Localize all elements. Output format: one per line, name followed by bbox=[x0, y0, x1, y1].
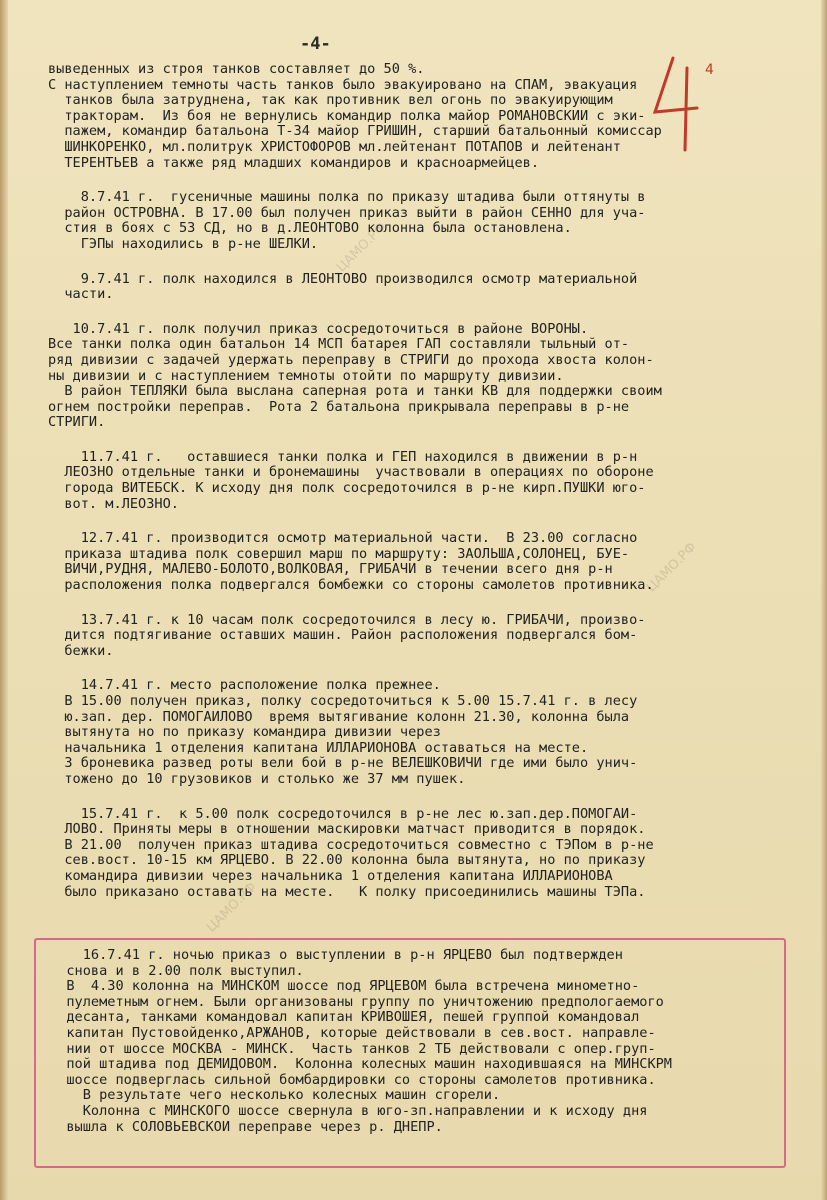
text-line: ю.зап. дер. ПОМОГАЙЛОВО время вытягивание колонн 21.30, колонна была bbox=[48, 709, 630, 725]
text-line: дится подтягивание оставших машин. Район расположения подвергался бом- bbox=[48, 628, 638, 644]
text-line: бежки. bbox=[48, 643, 114, 659]
text-line: ЛОВО. Приняты меры в отношении маскировки матчаст приводится в порядок. bbox=[48, 822, 646, 838]
text-line: ВИЧИ,РУДНЯ, МАЛЕВО-БОЛОТО,ВОЛКОВАЯ, ГРИБАЧИ в течении всего дня р-н bbox=[48, 562, 613, 578]
paragraph bbox=[48, 272, 788, 303]
text-line: шоссе подверглась сильной бомбардировки со стороны самолетов противника. bbox=[50, 1072, 656, 1088]
text-line: огнем постройки переправ. Рота 2 батальона прикрывала переправы в р-не bbox=[48, 399, 630, 415]
text-line: район ОСТРОВНА. В 17.00 был получен приказ выйти в район СЕННО для уча- bbox=[48, 205, 646, 221]
highlighted-entry-box bbox=[34, 938, 786, 1168]
page-edge-right bbox=[821, 0, 827, 1200]
paragraph bbox=[48, 62, 788, 171]
text-line: В результате чего несколько колесных машин сгорели. bbox=[50, 1088, 501, 1104]
text-line: 11.7.41 г. оставшиеся танки полка и ГЕП находился в движении в р-н bbox=[48, 449, 638, 465]
text-line: снова и в 2.00 полк выступил. bbox=[50, 963, 304, 979]
text-line: тожено до 10 грузовиков и столько же 37 мм пушек. bbox=[48, 771, 466, 787]
text-line: ГЭПы находились в р-не ШЕЛКИ. bbox=[48, 236, 319, 252]
text-line: пой штадива под ДЕМИДОВОМ. Колонна колесных машин находившаяся на МИНСКРМ bbox=[50, 1057, 672, 1073]
text-line: было приказано оставать на месте. К полку присоединились машины ТЭПа. bbox=[48, 884, 646, 900]
text-line: В 4.30 колонна на МИНСКОМ шоссе под ЯРЦЕВОМ была встречена минометно- bbox=[50, 979, 640, 995]
svg-text:4: 4 bbox=[705, 62, 714, 78]
text-line: 12.7.41 г. производится осмотр материальной части. В 23.00 согласно bbox=[48, 531, 638, 547]
text-line: ны дивизии и с наступлением темноты отойти по маршруту дивизии. bbox=[48, 368, 564, 384]
paragraph bbox=[48, 531, 788, 593]
paragraph bbox=[48, 807, 788, 901]
watermark: ЦАМО.РФ bbox=[644, 539, 700, 596]
text-line: ТЕРЕНТЬЕВ а также ряд младших командиров и красноармейцев. bbox=[48, 155, 540, 171]
text-line: В район ТЕПЛЯКИ была выслана саперная рота и танки КВ для поддержки своим bbox=[48, 384, 662, 400]
text-line: вот. м.ЛЕОЗНО. bbox=[48, 496, 179, 512]
text-line: сев.вост. 10-15 км ЯРЦЕВО. В 22.00 колонна была вытянута, но по приказу bbox=[48, 853, 646, 869]
text-line: 13.7.41 г. к 10 часам полк сосредоточился в лесу ю. ГРИБАЧИ, произво- bbox=[48, 612, 646, 628]
text-line: 10.7.41 г. полк получил приказ сосредоточиться в районе ВОРОНЫ. bbox=[48, 321, 589, 337]
text-line: нии от шоссе МОСКВА - МИНСК. Часть танков 2 ТБ действовали с опер.груп- bbox=[50, 1041, 656, 1057]
text-line: 8.7.41 г. гусеничные машины полка по приказу штадива были оттянуты в bbox=[48, 190, 646, 206]
text-line: 14.7.41 г. место расположение полка прежнее. bbox=[48, 678, 441, 694]
text-line: Колонна с МИНСКОГО шоссе свернула в юго-зп.направлении и к исходу дня bbox=[50, 1103, 648, 1119]
page-edge-left bbox=[0, 0, 8, 1200]
text-line: ряд дивизии с задачей удержать переправу в СТРИГИ до прохода хвоста колон- bbox=[48, 352, 654, 368]
text-line: ЛЕОЗНО отдельные танки и бронемашины участвовали в операциях по обороне bbox=[48, 465, 654, 481]
text-line: вытянута но по приказу командира дивизии через bbox=[48, 725, 441, 741]
paragraph bbox=[48, 613, 788, 660]
text-line: начальника 1 отделения капитана ИЛЛАРИОНОВА оставаться на месте. bbox=[48, 740, 589, 756]
text-line: 15.7.41 г. к 5.00 полк сосредоточился в р-не лес ю.зап.дер.ПОМОГАЙ- bbox=[48, 806, 638, 822]
text-line: 3 броневика развед роты вели бой в р-не ВЕЛЕШКОВИЧИ где ими было унич- bbox=[48, 756, 638, 772]
paragraph bbox=[48, 322, 788, 431]
text-line: В 15.00 получен приказ, полку сосредоточиться к 5.00 15.7.41 г. в лесу bbox=[48, 694, 638, 709]
text-line: десанта, танками командовал капитан КРИВОШЕЯ, пешей группой командовал bbox=[50, 1010, 640, 1026]
text-line: города ВИТЕБСК. К исходу дня полк сосредоточился в р-не кирп.ПУШКИ юго- bbox=[48, 481, 646, 497]
text-line: капитан Пустовойденко,АРЖАНОВ, которые действовали в сев.вост. направле- bbox=[50, 1025, 656, 1041]
watermark: ЦАМО.РФ bbox=[204, 879, 260, 936]
document-body bbox=[48, 62, 788, 919]
text-line: СТРИГИ. bbox=[48, 415, 106, 431]
text-line: приказа штадива полк совершил марш по маршруту: ЗАОЛЬША,СОЛОНЕЦ, БУЕ- bbox=[48, 546, 630, 562]
page-number: -4- bbox=[300, 34, 331, 54]
paragraph bbox=[48, 450, 788, 512]
text-line: пажем, командир батальона Т-34 майор ГРИШИН, старший батальонный комиссар bbox=[48, 124, 662, 140]
text-line: Все танки полка один батальон 14 МСП батарея ГАП составляли тыльный от- bbox=[48, 337, 630, 353]
paragraph bbox=[48, 678, 788, 787]
text-line: ШИНКОРЕНКО, мл.политрук ХРИСТОФОРОВ мл.лейтенант ПОТАПОВ и лейтенант bbox=[48, 139, 621, 155]
text-line: выведенных из строя танков составляет до 50 %. bbox=[48, 62, 425, 77]
text-line: 9.7.41 г. полк находился в ЛЕОНТОВО производился осмотр материальной bbox=[48, 271, 638, 287]
text-line: танков была затруднена, так как противник вел огонь по эвакуирующим bbox=[48, 93, 613, 109]
paragraph bbox=[48, 190, 788, 252]
text-line: В 21.00 получен приказ штадива сосредоточиться совместно с ТЭПом в р-не bbox=[48, 837, 654, 853]
text-line: вышла к СОЛОВЬЕВСКОЙ переправе через р. ДНЕПР. bbox=[50, 1119, 443, 1135]
highlighted-entry-text bbox=[50, 948, 780, 1154]
text-line: пулеметным огнем. Были организованы группу по уничтожению предпологаемого bbox=[50, 994, 664, 1010]
text-line: С наступлением темноты часть танков было эвакуировано на СПАМ, эвакуация bbox=[48, 77, 638, 93]
paragraph bbox=[50, 948, 780, 1135]
text-line: командира дивизии через начальника 1 отделения капитана ИЛЛАРИОНОВА bbox=[48, 868, 613, 884]
text-line: стия в боях с 53 СД, но в д.ЛЕОНТОВО колонна была остановлена. bbox=[48, 221, 572, 237]
text-line: части. bbox=[48, 287, 114, 303]
text-line: тракторам. Из боя не вернулись командир полка майор РОМАНОВСКИЙ с эки- bbox=[48, 108, 646, 124]
text-line: 16.7.41 г. ночью приказ о выступлении в р-н ЯРЦЕВО был подтвержден bbox=[50, 948, 623, 963]
text-line: расположения полка подвергался бомбежки со стороны самолетов противника. bbox=[48, 578, 654, 594]
watermark: ЦАМО.РФ bbox=[334, 219, 390, 276]
